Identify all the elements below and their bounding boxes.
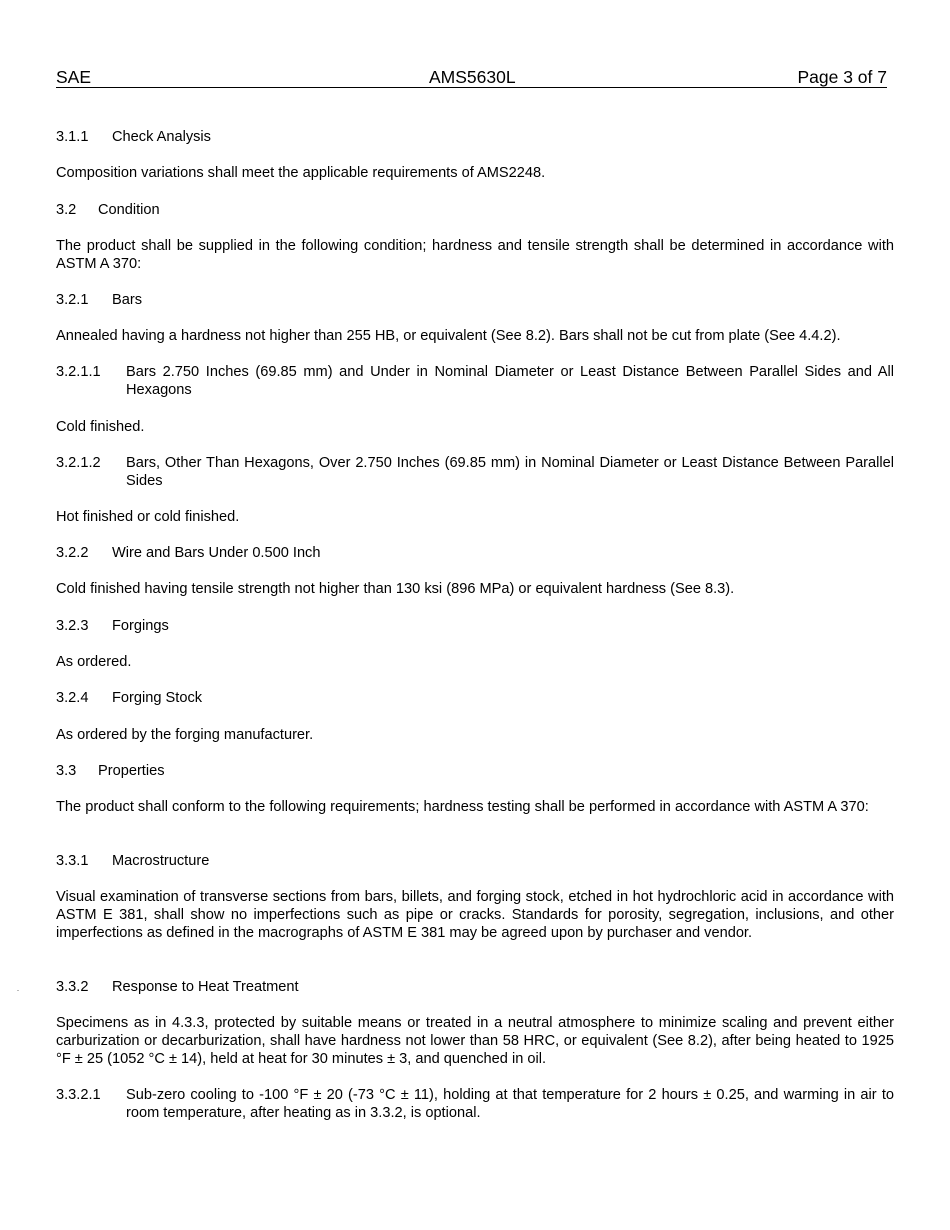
paragraph-hot-or-cold: Hot finished or cold finished. [56, 509, 240, 525]
section-number: 3.2.2 [56, 545, 89, 561]
paragraph-composition: Composition variations shall meet the applicable requirements of AMS2248. [56, 165, 546, 181]
header-org: SAE [56, 67, 92, 87]
section-title: Condition [98, 202, 160, 218]
heading-3-2 [56, 201, 894, 219]
section-title: Response to Heat Treatment [112, 979, 299, 995]
section-title: Bars 2.750 Inches (69.85 mm) and Under in Nominal Diameter or Least Distance Between Parallel Sides and All Hexagons [126, 364, 894, 398]
heading-3-2-4 [56, 689, 894, 707]
paragraph-forging-stock: As ordered by the forging manufacturer. [56, 727, 314, 743]
section-number: 3.2.1.1 [56, 364, 101, 380]
section-title: Properties [98, 763, 165, 779]
heading-3-2-1 [56, 291, 894, 309]
heading-3-3 [56, 762, 894, 780]
header-doc-number: AMS5630L [429, 67, 516, 87]
section-title: Wire and Bars Under 0.500 Inch [112, 545, 321, 561]
header-page-number: Page 3 of 7 [797, 67, 887, 87]
paragraph-bars: Annealed having a hardness not higher than 255 HB, or equivalent (See 8.2). Bars shall not be cut from plate (See 4.4.2). [56, 328, 841, 344]
section-number: 3.2.1 [56, 292, 89, 308]
section-title: Check Analysis [112, 129, 211, 145]
section-number: 3.3.1 [56, 853, 89, 869]
heading-3-3-2-1 [56, 1086, 894, 1122]
paragraph-macrostructure: Visual examination of transverse sections from bars, billets, and forging stock, etched in hot hydrochloric acid in accordance with ASTM E 381, shall show no imperfections such as pipe or cracks. Standards for porosity, segregation, inclusions, and other imperfections as defined in the macrographs of ASTM E 381 may be agreed upon by purchaser and vendor. [56, 889, 894, 941]
section-number: 3.1.1 [56, 129, 89, 145]
paragraph-cold-finished: Cold finished. [56, 419, 145, 435]
section-number: 3.2.1.2 [56, 455, 101, 471]
section-number: 3.2 [56, 202, 77, 218]
section-title: Macrostructure [112, 853, 210, 869]
heading-3-3-1 [56, 852, 894, 870]
paragraph-forgings: As ordered. [56, 654, 132, 670]
heading-3-1-1 [56, 128, 894, 146]
scan-speck [17, 990, 19, 991]
section-number: 3.2.4 [56, 690, 89, 706]
section-number: 3.2.3 [56, 618, 89, 634]
paragraph-properties: The product shall conform to the following requirements; hardness testing shall be performed in accordance with ASTM A 370: [56, 799, 869, 815]
section-title: Forgings [112, 618, 169, 634]
section-number: 3.3.2.1 [56, 1087, 101, 1103]
heading-3-2-2 [56, 544, 894, 562]
section-number: 3.3.2 [56, 979, 89, 995]
section-title: Bars [112, 292, 143, 308]
section-title: Bars, Other Than Hexagons, Over 2.750 Inches (69.85 mm) in Nominal Diameter or Least Distance Between Parallel Sides [126, 455, 894, 489]
section-title: Forging Stock [112, 690, 203, 706]
paragraph-wire: Cold finished having tensile strength not higher than 130 ksi (896 MPa) or equivalent hardness (See 8.3). [56, 581, 735, 597]
page-header [56, 67, 887, 88]
heading-3-2-1-2 [56, 454, 894, 490]
heading-3-2-3 [56, 617, 894, 635]
heading-3-2-1-1 [56, 363, 894, 399]
paragraph-condition: The product shall be supplied in the following condition; hardness and tensile strength shall be determined in accordance with ASTM A 370: [56, 238, 894, 272]
paragraph-heat-treatment: Specimens as in 4.3.3, protected by suitable means or treated in a neutral atmosphere to minimize scaling and prevent either carburization or decarburization, shall have hardness not lower than 58 HRC, or equivalent (See 8.2), after being heated to 1925 °F ± 25 (1052 °C ± 14), held at heat for 30 minutes ± 3, and quenched in oil. [56, 1015, 894, 1067]
section-text: Sub-zero cooling to -100 °F ± 20 (-73 °C ± 11), holding at that temperature for 2 hours ± 0.25, and warming in air to room temperature, after heating as in 3.3.2, is optional. [126, 1087, 894, 1121]
section-number: 3.3 [56, 763, 77, 779]
heading-3-3-2 [56, 978, 894, 996]
